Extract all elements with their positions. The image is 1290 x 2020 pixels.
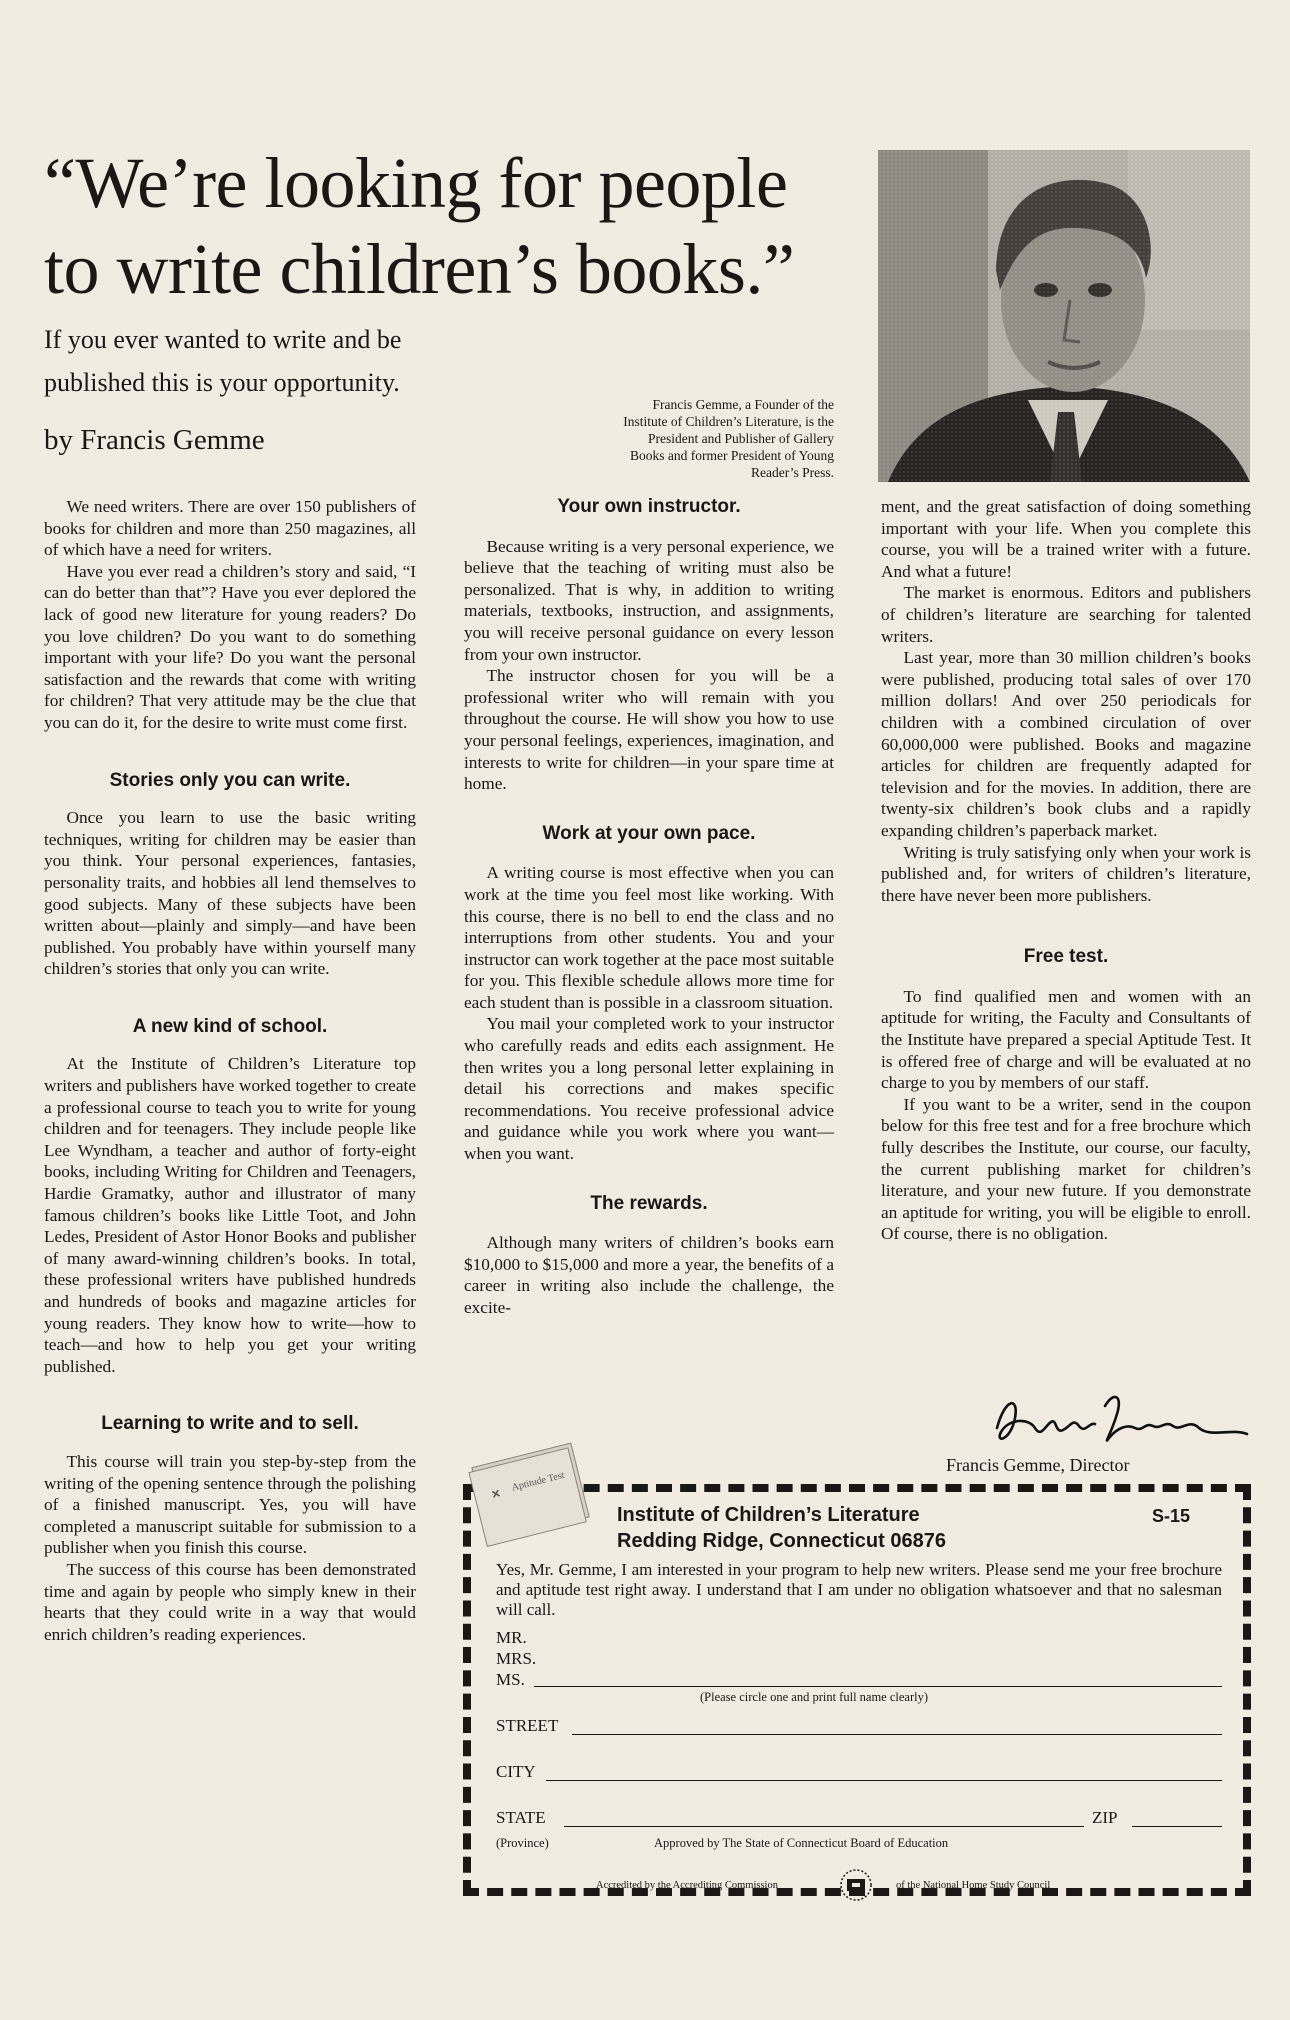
caption-line-3: President and Publisher of Gallery — [648, 431, 834, 446]
subhead-line-1: If you ever wanted to write and be — [44, 325, 402, 354]
paragraph: You mail your completed work to your instructor who carefully reads and edits each assignment. He then writes you a long personal letter explaining in detail his corrections and makes specific recommendations. You receive professional advice and guidance while you work where you want—when you want. — [464, 1014, 834, 1164]
section-heading-stories: Stories only you can write. — [109, 769, 351, 791]
booklet-label: Aptitude Test — [510, 1469, 566, 1494]
photo-caption — [530, 396, 834, 481]
headline — [44, 140, 864, 312]
section-heading-rewards: The rewards. — [590, 1192, 708, 1214]
signature-name: Francis Gemme, Director — [946, 1455, 1130, 1475]
city-label: CITY — [496, 1762, 536, 1781]
paragraph: At the Institute of Children’s Literature top writers and publishers have worked together to create a professional course to teach you to write for young children and for teenagers. They include people like Lee Wyndham, a teacher and author of forty-eight books, including Writing for Children and Teenagers, Hardie Gramatky, author and illustrator of many famous children’s books like Little Toot, and John Ledes, President of Astor Honor Books and publisher of many award-winning children’s books. In total, these professional writers have published hundreds and hundreds of books and magazine articles for young readers. They know how to write—how to teach—and how to help you get your writing published. — [44, 1054, 416, 1376]
street-label: STREET — [496, 1716, 559, 1735]
paragraph: If you want to be a writer, send in the coupon below for this free test and for a free brochure which fully describes the Institute, our course, our faculty, the current publishing market for children’s literature, and your new future. If you demonstrate an aptitude for writing, you will be eligible to enroll. Of course, there is no obligation. — [881, 1094, 1251, 1244]
street-field[interactable] — [572, 1734, 1222, 1735]
title-ms[interactable]: MS. — [496, 1670, 525, 1689]
state-field[interactable] — [564, 1826, 1084, 1827]
province-label: (Province) — [496, 1836, 549, 1850]
coupon-code: S-15 — [1152, 1506, 1191, 1526]
zip-label: ZIP — [1092, 1808, 1118, 1827]
section-heading-test: Free test. — [1023, 946, 1109, 968]
subhead — [44, 318, 484, 404]
section-heading-instructor: Your own instructor. — [557, 496, 741, 517]
paragraph: The instructor chosen for you will be a professional writer who will remain with you throughout the course. He will show you how to use your personal feelings, experiences, imagination, and interests to write for children—in your spare time at home. — [464, 666, 834, 794]
coupon-body: Yes, Mr. Gemme, I am interested in your program to help new writers. Please send me your free brochure and aptitude test right away. I understand that I am under no obligation whatsoever and that no salesman will call. — [496, 1560, 1222, 1619]
title-mrs[interactable]: MRS. — [496, 1649, 537, 1668]
section-heading-learning: Learning to write and to sell. — [101, 1413, 359, 1435]
article-column-2 — [464, 496, 834, 1319]
name-hint: (Please circle one and print full name clearly) — [700, 1690, 929, 1704]
state-label: STATE — [496, 1808, 546, 1827]
caption-line-4: Books and former President of Young — [630, 448, 834, 463]
subhead-line-2: published this is your opportunity. — [44, 368, 400, 397]
signature-icon — [985, 1388, 1255, 1452]
paragraph: Last year, more than 30 million children’s books were published, producing total sales of over 170 million dollars! And over 250 periodicals for children with a combined circulation of over 60,000,000 were published. Books and magazine articles for children are frequently adapted for television and for the movies. In addition, there are twenty-six children’s book clubs and a rapidly expanding children’s paperback market. — [881, 648, 1251, 840]
paragraph: Because writing is a very personal experience, we believe that the teaching of writing must also be personalized. That is why, in addition to writing materials, textbooks, instruction, and assignments, you will receive personal guidance on every lesson from your own instructor. — [464, 536, 834, 664]
paragraph: Although many writers of children’s books earn $10,000 to $15,000 and more a year, the benefits of a career in writing also include the challenge, the excite- — [464, 1233, 834, 1317]
paragraph: Have you ever read a children’s story and said, “I can do better than that”? Have you ever deplored the lack of good new literature for young readers? Do you love children? Do you want to do something important with your life? Do you want the personal satisfaction and the rewards that come with writing for children? That very attitude may be the clue that you can do it, for the desire to write must come first. — [44, 561, 416, 732]
byline: by Francis Gemme — [44, 424, 265, 456]
paragraph: We need writers. There are over 150 publishers of books for children and more than 250 magazines, all of which have a need for writers. — [44, 497, 416, 560]
article-column-1 — [44, 496, 416, 1645]
paragraph: Writing is truly satisfying only when your work is published and, for writers of children’s literature, there have never been more publishers. — [881, 842, 1251, 905]
caption-line-1: Francis Gemme, a Founder of the — [652, 397, 834, 412]
article-column-3 — [881, 496, 1251, 1245]
coupon-title-line-1: Institute of Children’s Literature — [617, 1504, 920, 1526]
paragraph: To find qualified men and women with an aptitude for writing, the Faculty and Consultants of the Institute have prepared a special Aptitude Test. It is offered free of charge and will be evaluated at no charge to you by members of our staff. — [881, 986, 1251, 1093]
section-heading-pace: Work at your own pace. — [542, 822, 756, 844]
home-study-seal-icon — [836, 1868, 876, 1902]
paragraph: The market is enormous. Editors and publishers of children’s literature are searching for talented writers. — [881, 583, 1251, 646]
title-mr[interactable]: MR. — [496, 1628, 527, 1647]
paragraph: ment, and the great satisfaction of doing something important with your life. When you complete this course, you will be a trained writer with a future. And what a future! — [881, 497, 1251, 581]
coupon-title — [617, 1502, 1137, 1554]
headline-line-1: “We’re looking for people — [44, 143, 788, 223]
portrait-photo-icon — [878, 150, 1250, 482]
paragraph: The success of this course has been demonstrated time and again by people who simply knew in their hearts that they could write in a way that would enrich children’s reading experiences. — [44, 1559, 416, 1644]
paragraph: This course will train you step-by-step from the writing of the opening sentence through the polishing of a finished manuscript. Yes, you will have completed a manuscript suitable for submission to a publisher when you finish this course. — [44, 1451, 416, 1558]
zip-field[interactable] — [1132, 1826, 1222, 1827]
portrait-photo-drawing — [878, 150, 1250, 482]
accreditation-left: Accredited by the Accrediting Commission — [596, 1880, 778, 1891]
paragraph: Once you learn to use the basic writing techniques, writing for children may be easier than you think. Your personal experiences, fantasies, personality traits, and hobbies all lend themselves to good subjects. Many of these subjects have been written about—plainly and simply—and have been published. You probably have within yourself many children’s stories that only you can write. — [44, 808, 416, 979]
paragraph: A writing course is most effective when you can work at the time you feel most like working. With this course, there is no bell to end the class and no interruptions from other students. You and your instructor can work together at the pace most suitable for you. This flexible schedule allows more time for each student than is possible in a classroom situation. — [464, 863, 834, 1012]
name-field[interactable] — [534, 1686, 1222, 1687]
headline-line-2: to write children’s books.” — [44, 229, 795, 309]
section-heading-school: A new kind of school. — [132, 1015, 328, 1037]
caption-line-5: Reader’s Press. — [751, 465, 834, 480]
coupon-title-line-2: Redding Ridge, Connecticut 06876 — [617, 1530, 946, 1552]
caption-line-2: Institute of Children’s Literature, is the — [623, 414, 834, 429]
accreditation-right: of the National Home Study Council — [896, 1880, 1051, 1891]
city-field[interactable] — [546, 1780, 1222, 1781]
booklet-icon — [458, 1440, 606, 1548]
approval-note: Approved by The State of Connecticut Board of Education — [654, 1836, 949, 1850]
